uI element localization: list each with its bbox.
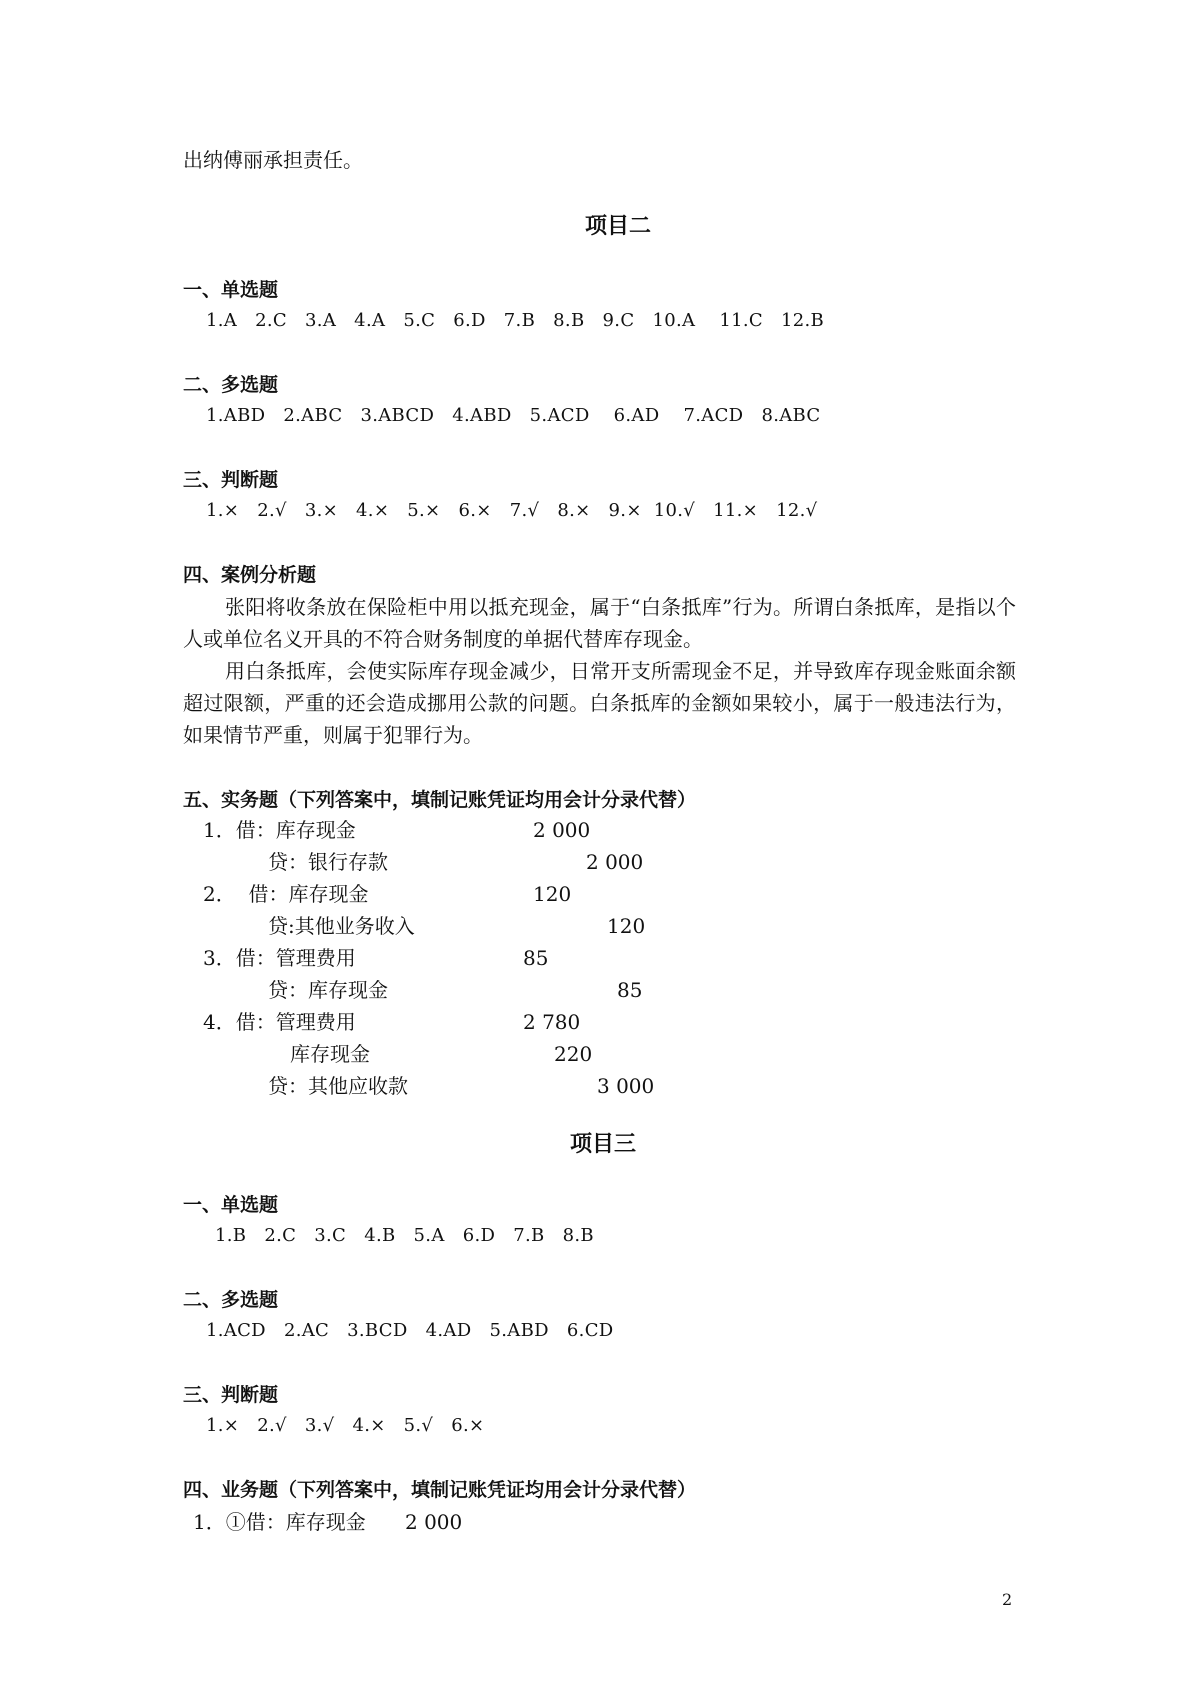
entry-label: 贷：库存现金 [268,978,388,1002]
intro-line: 出纳傅丽承担责任。 [183,148,363,172]
p2-single-choice-heading: 一、单选题 [183,279,279,301]
entry-amount: 2 000 [533,818,591,842]
entry-label: 1．借：库存现金 [203,818,356,842]
p2-multi-choice-answers: 1.ABD 2.ABC 3.ABCD 4.ABD 5.ACD 6.AD 7.ACD 8.ABC [206,405,821,426]
p3-entry-label: 1．①借：库存现金 [193,1510,366,1534]
entry-amount: 2 000 [586,850,644,874]
p3-entry-amount: 2 000 [405,1510,463,1534]
entry-amount: 220 [554,1042,593,1066]
project-three-title: 项目三 [570,1132,637,1157]
p2-true-false-heading: 三、判断题 [183,469,279,491]
entry-label: 3．借：管理费用 [203,946,356,970]
p3-business-heading: 四、业务题（下列答案中，填制记账凭证均用会计分录代替） [183,1479,697,1501]
entry-label: 贷：银行存款 [268,850,388,874]
entry-label: 贷:其他业务收入 [268,914,415,938]
p2-practice-heading: 五、实务题（下列答案中，填制记账凭证均用会计分录代替） [183,789,697,811]
p2-case-paragraph-1: 张阳将收条放在保险柜中用以抵充现金，属于“白条抵库”行为。所谓白条抵库，是指以个人或单位名义开具的不符合财务制度的单据代替库存现金。 [183,595,1016,651]
page-number: 2 [1002,1590,1013,1609]
p2-single-choice-answers: 1.A 2.C 3.A 4.A 5.C 6.D 7.B 8.B 9.C 10.A 11.C 12.B [206,310,825,331]
entry-amount: 85 [617,978,643,1002]
project-two-title: 项目二 [585,214,652,239]
p2-case-analysis-heading: 四、案例分析题 [183,564,317,586]
p2-multi-choice-heading: 二、多选题 [183,374,279,396]
p2-true-false-answers: 1.× 2.√ 3.× 4.× 5.× 6.× 7.√ 8.× 9.× 10.√ 11.× 12.√ [206,500,818,521]
entry-label: 贷：其他应收款 [268,1074,408,1098]
entry-label: 库存现金 [290,1042,370,1066]
p3-true-false-answers: 1.× 2.√ 3.√ 4.× 5.√ 6.× [206,1415,485,1436]
entry-label: 4．借：管理费用 [203,1010,356,1034]
entry-amount: 3 000 [597,1074,655,1098]
p3-true-false-heading: 三、判断题 [183,1384,279,1406]
entry-amount: 85 [523,946,549,970]
p2-case-paragraph-2: 用白条抵库，会使实际库存现金减少，日常开支所需现金不足，并导致库存现金账面余额超过限额，严重的还会造成挪用公款的问题。白条抵库的金额如果较小，属于一般违法行为，如果情节严重，则属于犯罪行为。 [183,659,1016,747]
p3-multi-choice-answers: 1.ACD 2.AC 3.BCD 4.AD 5.ABD 6.CD [206,1320,614,1341]
p3-multi-choice-heading: 二、多选题 [183,1289,279,1311]
entry-label: 2． 借：库存现金 [203,882,369,906]
p3-single-choice-answers: 1.B 2.C 3.C 4.B 5.A 6.D 7.B 8.B [215,1225,594,1246]
entry-amount: 120 [607,914,646,938]
entry-amount: 2 780 [523,1010,581,1034]
entry-amount: 120 [533,882,572,906]
p3-single-choice-heading: 一、单选题 [183,1194,279,1216]
